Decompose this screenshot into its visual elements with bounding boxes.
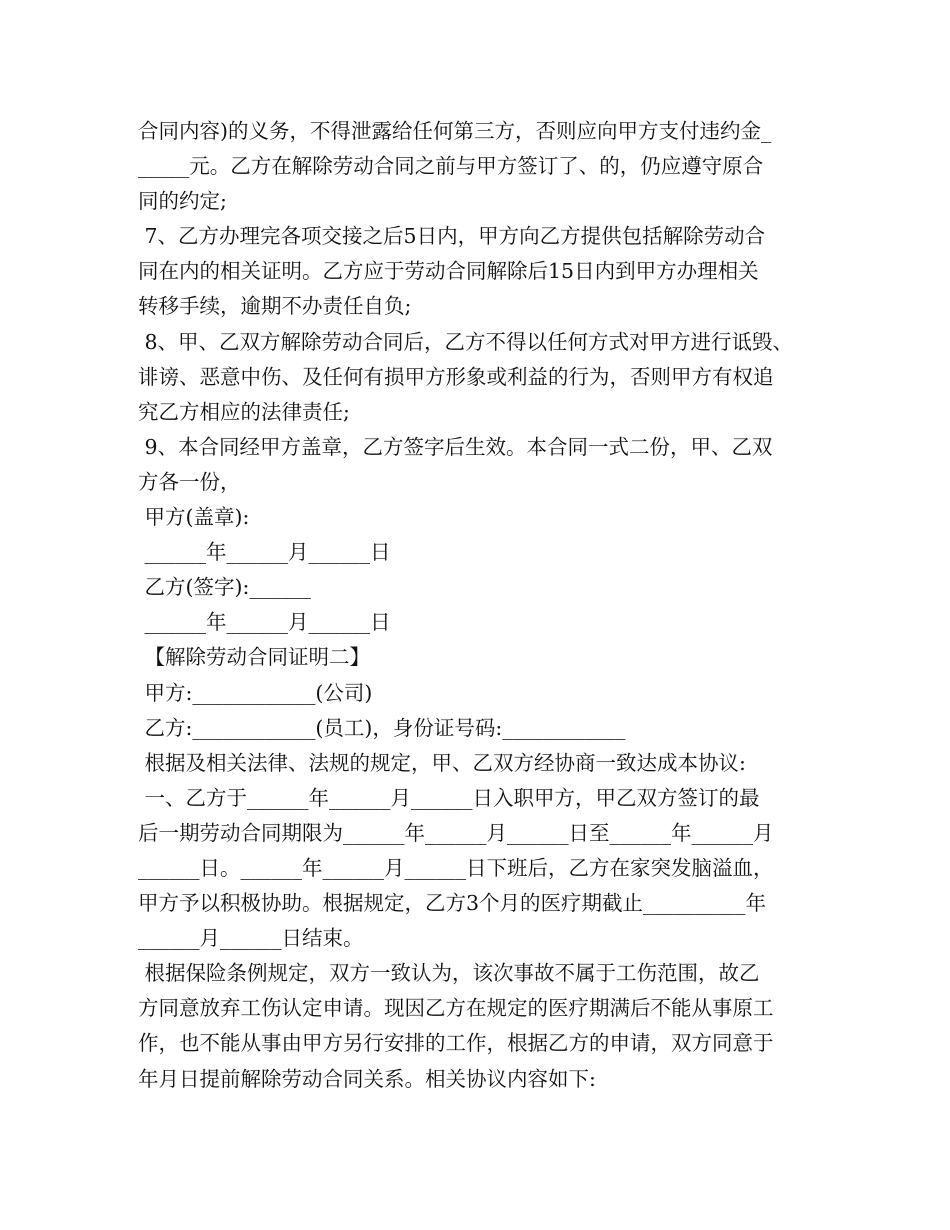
text-line: 乙方(签字):______: [138, 575, 311, 600]
text-line: 根据保险条例规定，双方一致认为，该次事故不属于工伤范围，故乙: [138, 961, 760, 986]
text-line: 甲方予以积极协助。根据规定，乙方3个月的医疗期截止__________年: [138, 891, 767, 916]
text-line: 作，也不能从事由甲方另行安排的工作，根据乙方的申请，双方同意于: [138, 1031, 774, 1056]
text-line: 9、本合同经甲方盖章，乙方签字后生效。本合同一式二份，甲、乙双: [138, 434, 773, 459]
text-line: 同在内的相关证明。乙方应于劳动合同解除后15日内到甲方办理相关: [138, 259, 759, 284]
text-line: 同的约定;: [138, 189, 227, 214]
text-line: 甲方(盖章):: [138, 505, 250, 530]
text-line: 诽谤、恶意中伤、及任何有损甲方形象或利益的行为，否则甲方有权追: [138, 364, 774, 389]
text-line: 根据及相关法律、法规的规定，甲、乙双方经协商一致达成本协议:: [138, 750, 746, 775]
text-line: 一、乙方于______年______月______日入职甲方，甲乙双方签订的最: [138, 785, 760, 810]
text-line: 7、乙方办理完各项交接之后5日内，甲方向乙方提供包括解除劳动合: [138, 224, 766, 249]
text-line: 甲方:____________(公司): [138, 680, 373, 705]
text-line: 方各一份，: [138, 469, 241, 494]
text-line: 究乙方相应的法律责任;: [138, 399, 350, 424]
text-line: 方同意放弃工伤认定申请。现因乙方在规定的医疗期满后不能从事原工: [138, 996, 774, 1021]
text-line: 转移手续，逾期不办责任自负;: [138, 294, 412, 319]
text-line: ______日。______年______月______日下班后，乙方在家突发脑溢血，: [138, 855, 774, 880]
signature-date-line: ______年______月______日: [138, 610, 391, 635]
text-line: 后一期劳动合同期限为______年______月______日至______年______月: [138, 820, 774, 845]
document-body: [138, 114, 838, 1097]
text-line: 乙方:____________(员工)，身份证号码:____________: [138, 715, 626, 740]
signature-date-line: ______年______月______日: [138, 540, 391, 565]
text-line: 合同内容)的义务，不得泄露给任何第三方，否则应向甲方支付违约金_: [138, 119, 772, 143]
text-line: 年月日提前解除劳动合同关系。相关协议内容如下:: [138, 1066, 596, 1091]
section-heading: 【解除劳动合同证明二】: [138, 645, 371, 670]
text-line: 8、甲、乙双方解除劳动合同后，乙方不得以任何方式对甲方进行诋毁、: [138, 329, 794, 354]
text-line: _____元。乙方在解除劳动合同之前与甲方签订了、的，仍应遵守原合: [138, 154, 764, 179]
text-line: ______月______日结束。: [138, 926, 364, 951]
